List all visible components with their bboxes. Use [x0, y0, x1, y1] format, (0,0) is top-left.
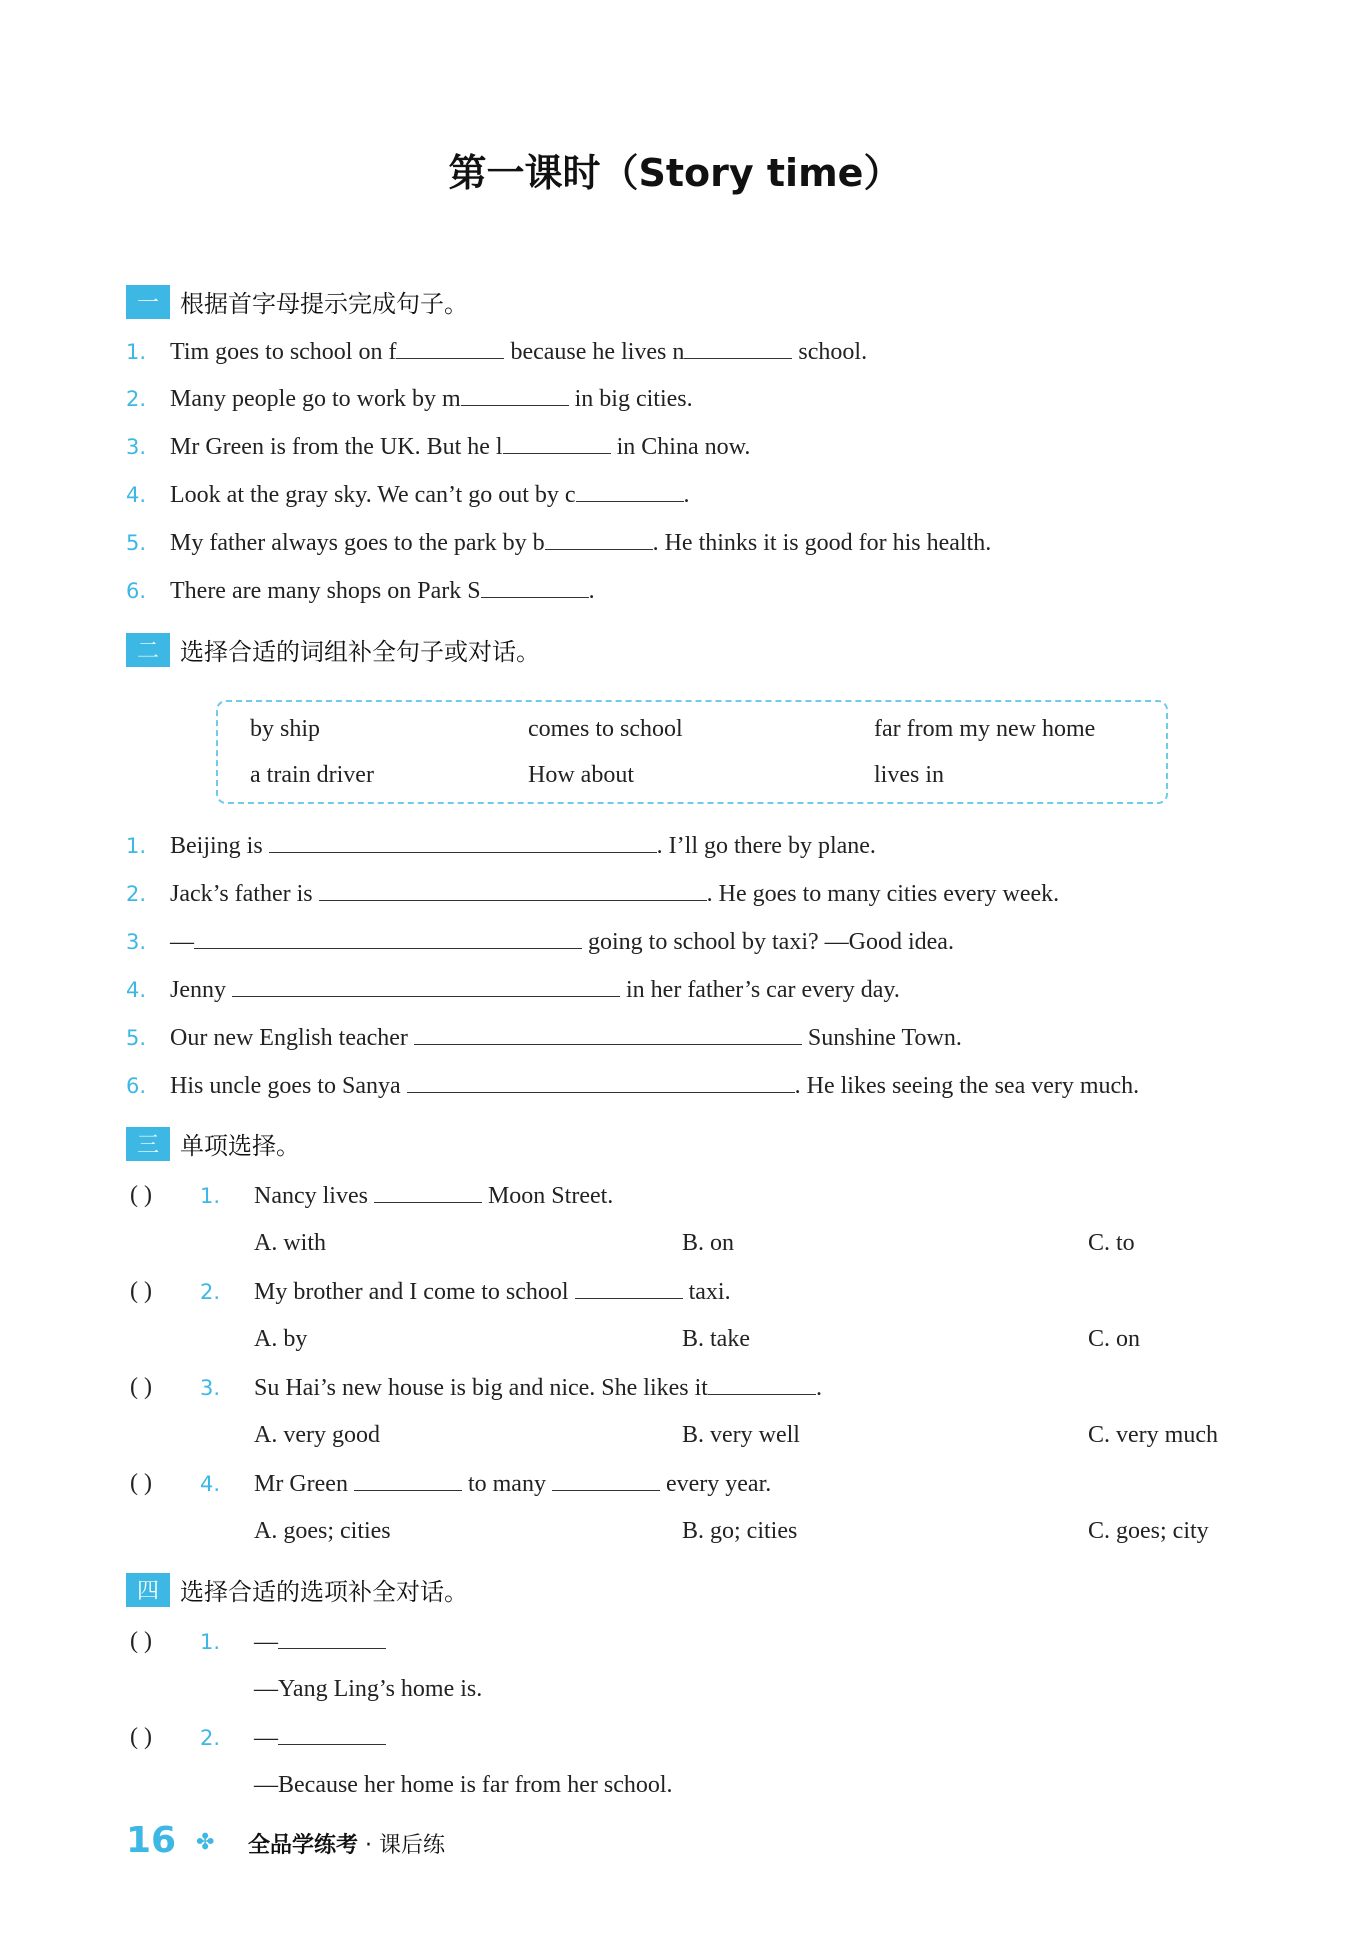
question-text: . [683, 482, 690, 508]
answer-blank[interactable] [575, 1278, 683, 1299]
answer-blank[interactable] [708, 1374, 816, 1395]
answer-blank[interactable] [461, 385, 569, 406]
question-text: . He goes to many cities every week. [706, 881, 1060, 907]
dialogue-reply-2: —Because her home is far from her school. [254, 1772, 673, 1798]
section-1-heading [126, 284, 468, 319]
answer-blank[interactable] [232, 976, 620, 997]
s1-question-4 [126, 481, 690, 509]
section-4-badge: 四 [126, 1573, 170, 1607]
dialogue-reply-1: —Yang Ling’s home is. [254, 1676, 483, 1702]
question-number: 4. [200, 1472, 221, 1496]
word-option: a train driver [250, 762, 374, 788]
section-2-heading [126, 632, 540, 667]
answer-blank[interactable] [481, 577, 589, 598]
question-text: My father always goes to the park by b [170, 530, 545, 556]
separator: · [365, 1833, 373, 1858]
word-option: far from my new home [874, 716, 1096, 742]
question-number: 4. [126, 483, 147, 507]
s2-question-3 [126, 928, 954, 956]
section-1-title: 根据首字母提示完成句子。 [180, 290, 468, 318]
option-a[interactable]: A. with [254, 1230, 326, 1256]
question-number: 1. [126, 834, 147, 858]
s1-question-5 [126, 529, 991, 557]
page-number: 16 [126, 1820, 177, 1861]
s2-question-1 [126, 832, 876, 860]
brand-name: 全品学练考 [248, 1833, 359, 1858]
dialogue-question-2 [254, 1724, 386, 1752]
s1-question-1 [126, 338, 867, 366]
question-text: . I’ll go there by plane. [656, 833, 876, 859]
option-a[interactable]: A. by [254, 1326, 308, 1352]
question-number: 2. [200, 1280, 221, 1304]
mc-question-1 [254, 1182, 613, 1210]
question-text: Su Hai’s new house is big and nice. She likes it [254, 1375, 708, 1401]
question-text: Look at the gray sky. We can’t go out by c [170, 482, 576, 508]
dash: — [254, 1725, 278, 1751]
answer-blank[interactable] [552, 1470, 660, 1491]
answer-paren[interactable]: ( ) [130, 1470, 152, 1496]
dash: — [254, 1629, 278, 1655]
section-2-title: 选择合适的词组补全句子或对话。 [180, 638, 540, 666]
s2-question-5 [126, 1024, 962, 1052]
answer-blank[interactable] [354, 1470, 462, 1491]
question-text: going to school by taxi? —Good idea. [582, 929, 954, 955]
question-text: My brother and I come to school [254, 1279, 575, 1305]
option-b[interactable]: B. very well [682, 1422, 800, 1448]
question-text: His uncle goes to Sanya [170, 1073, 407, 1099]
section-3-heading [126, 1126, 300, 1161]
question-text: every year. [659, 1471, 772, 1497]
word-bank [216, 700, 1168, 804]
question-text: . He likes seeing the sea very much. [794, 1073, 1140, 1099]
question-text: Jenny [170, 977, 232, 1003]
question-text: in her father’s car every day. [620, 977, 900, 1003]
question-text: Tim goes to school on f [170, 339, 397, 365]
page-title: 第一课时（Story time） [448, 151, 902, 195]
dialogue-question-1 [254, 1628, 386, 1656]
answer-blank[interactable] [194, 928, 582, 949]
question-number: 1. [200, 1184, 221, 1208]
question-text: because he lives n [504, 339, 685, 365]
answer-blank[interactable] [396, 338, 504, 359]
question-number: 2. [126, 882, 147, 906]
answer-paren[interactable]: ( ) [130, 1628, 152, 1654]
question-text: taxi. [682, 1279, 731, 1305]
option-b[interactable]: B. take [682, 1326, 750, 1352]
question-text: . [588, 578, 595, 604]
answer-blank[interactable] [269, 832, 657, 853]
answer-blank[interactable] [319, 880, 707, 901]
s2-question-6 [126, 1072, 1139, 1100]
section-4-title: 选择合适的选项补全对话。 [180, 1578, 468, 1606]
question-text: Moon Street. [481, 1183, 614, 1209]
section-4-heading [126, 1572, 468, 1607]
option-b[interactable]: B. go; cities [682, 1518, 798, 1544]
s2-question-4 [126, 976, 900, 1004]
question-number: 2. [126, 387, 147, 411]
answer-blank[interactable] [278, 1724, 386, 1745]
option-c[interactable]: C. on [1088, 1326, 1141, 1352]
mc-question-3 [254, 1374, 822, 1402]
question-text: Our new English teacher [170, 1025, 414, 1051]
question-number: 4. [126, 978, 147, 1002]
question-number: 1. [126, 340, 147, 364]
question-text: . [815, 1375, 822, 1401]
question-text: Mr Green is from the UK. But he l [170, 434, 503, 460]
question-number: 3. [126, 930, 147, 954]
word-option: by ship [250, 716, 321, 742]
word-option: lives in [874, 762, 944, 788]
option-c[interactable]: C. to [1088, 1230, 1135, 1256]
section-2-badge: 二 [126, 633, 170, 667]
question-number: 5. [126, 531, 147, 555]
section-1-badge: 一 [126, 285, 170, 319]
answer-blank[interactable] [407, 1072, 795, 1093]
section-3-title: 单项选择。 [180, 1132, 300, 1160]
s1-question-3 [126, 433, 750, 461]
question-number: 6. [126, 1074, 147, 1098]
question-text: There are many shops on Park S [170, 578, 481, 604]
answer-paren[interactable]: ( ) [130, 1374, 152, 1400]
question-text: Beijing is [170, 833, 269, 859]
question-number: 1. [200, 1630, 221, 1654]
answer-blank[interactable] [414, 1024, 802, 1045]
option-c[interactable]: C. very much [1088, 1422, 1218, 1448]
brand-sub: 课后练 [379, 1833, 446, 1858]
answer-blank[interactable] [684, 338, 792, 359]
section-3-badge: 三 [126, 1127, 170, 1161]
question-number: 3. [200, 1376, 221, 1400]
question-text: Sunshine Town. [801, 1025, 962, 1051]
question-number: 2. [200, 1726, 221, 1750]
question-text: Jack’s father is [170, 881, 319, 907]
answer-paren[interactable]: ( ) [130, 1278, 152, 1304]
question-text: in big cities. [568, 386, 693, 412]
question-number: 3. [126, 435, 147, 459]
answer-blank[interactable] [278, 1628, 386, 1649]
option-c[interactable]: C. goes; city [1088, 1518, 1209, 1544]
question-text: . He thinks it is good for his health. [652, 530, 992, 556]
question-number: 6. [126, 579, 147, 603]
diamond-icon: ✤ [196, 1830, 215, 1855]
option-b[interactable]: B. on [682, 1230, 735, 1256]
word-option: comes to school [528, 716, 683, 742]
s1-question-2 [126, 385, 693, 413]
question-text: Mr Green [254, 1471, 354, 1497]
option-a[interactable]: A. goes; cities [254, 1518, 391, 1544]
question-text: — [170, 929, 194, 955]
question-text: Many people go to work by m [170, 386, 461, 412]
question-text: to many [461, 1471, 552, 1497]
answer-blank[interactable] [545, 529, 653, 550]
mc-question-4 [254, 1470, 771, 1498]
answer-blank[interactable] [503, 433, 611, 454]
word-option: How about [528, 762, 634, 788]
s2-question-2 [126, 880, 1059, 908]
answer-paren[interactable]: ( ) [130, 1724, 152, 1750]
question-text: in China now. [610, 434, 751, 460]
mc-question-2 [254, 1278, 731, 1306]
question-text: Nancy lives [254, 1183, 374, 1209]
s1-question-6 [126, 577, 595, 605]
answer-blank[interactable] [374, 1182, 482, 1203]
answer-paren[interactable]: ( ) [130, 1182, 152, 1208]
option-a[interactable]: A. very good [254, 1422, 380, 1448]
question-number: 5. [126, 1026, 147, 1050]
answer-blank[interactable] [576, 481, 684, 502]
footer-brand [248, 1828, 445, 1859]
question-text: school. [792, 339, 868, 365]
